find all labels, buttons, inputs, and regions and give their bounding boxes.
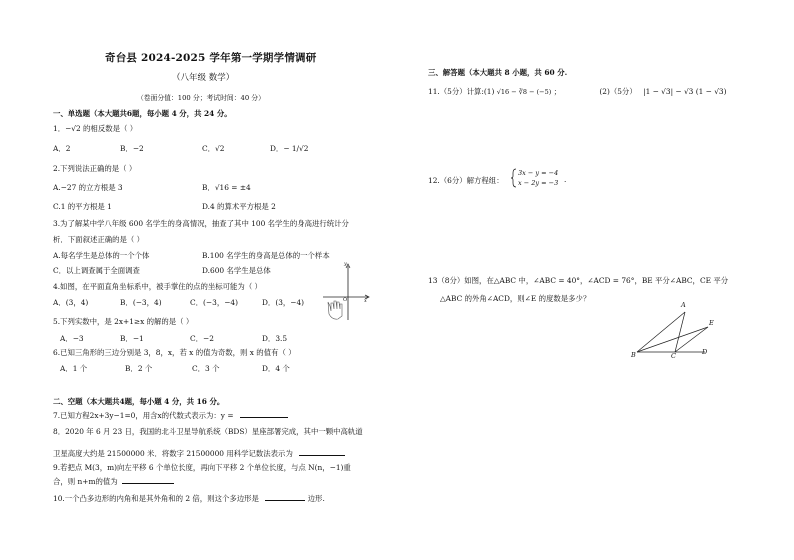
q1-option-c: C．√2 xyxy=(202,144,225,153)
figure-label-c: C xyxy=(671,352,676,360)
question-9-line2 xyxy=(53,477,174,485)
q1-option-a: A．2 xyxy=(53,144,71,153)
q4-option-d: D．(3，−4) xyxy=(262,298,305,307)
question-13-line2: △ABC 的外角∠ACD，则∠E 的度数是多少？ xyxy=(440,294,591,303)
q6-option-a: A．1 个 xyxy=(60,364,88,373)
q4-option-c: C．(−3，−4) xyxy=(190,298,238,307)
question-7-text: 7.已知方程2x+3y−1=0，用含x的代数式表示为：y = xyxy=(53,411,234,420)
question-9-line1: 9.若把点 M(3，m)向左平移 6 个单位长度，再向下平移 2 个单位长度，与点 N(n，−1)重 xyxy=(53,463,351,472)
question-7 xyxy=(53,411,288,419)
exam-info: （卷面分值：100 分；考试时间：40 分） xyxy=(137,94,265,102)
q4-option-b: B．(−3，4) xyxy=(120,298,162,307)
q5-option-d: D．3.5 xyxy=(262,334,288,343)
q4-option-a: A．(3，4) xyxy=(53,298,89,307)
question-6-stem: 6.已知三角形的三边分别是 3，8，x，若 x 的值为奇数，则 x 的值有（ ） xyxy=(53,348,296,357)
q1-option-d: D．− 1/√2 xyxy=(270,144,309,153)
figure-label-e: E xyxy=(709,319,714,327)
q2-option-c: C.1 的平方根是 1 xyxy=(53,202,112,211)
q11-expression-2: |1 − √3| − √3 (1 − √3) xyxy=(643,87,727,96)
q11-part2-label: (2)（5分） xyxy=(599,87,637,96)
question-8-line1: 8．2020 年 6 月 23 日，我国的北斗卫星导航系统（BDS）星座部署完成，其中一颗中高轨道 xyxy=(53,427,363,436)
question-3-stem-line1: 3.为了解某中学八年级 600 名学生的身高情况，抽查了其中 100 名学生的身高进行统计分 xyxy=(53,219,349,228)
q12-end-mark: . xyxy=(564,175,567,184)
figure-label-a: A xyxy=(681,301,686,309)
q12-equation-1: 3x − y = −4 xyxy=(518,169,559,177)
page-subtitle: （八年级 数学） xyxy=(172,73,235,83)
q10-answer-blank[interactable] xyxy=(265,494,305,501)
q5-option-c: C．−2 xyxy=(190,334,214,343)
question-8-line2 xyxy=(53,449,345,457)
q6-option-d: D．4 个 xyxy=(262,364,290,373)
q6-option-c: C．3 个 xyxy=(192,364,220,373)
coordinate-plane-figure xyxy=(320,262,370,322)
question-10-text: 10.一个凸多边形的内角和是其外角和的 2 倍，则这个多边形是 xyxy=(53,494,259,503)
q11-separator: ； xyxy=(553,87,562,96)
question-1-stem: 1．−√2 的相反数是（ ） xyxy=(53,124,138,133)
q5-option-a: A．−3 xyxy=(60,334,84,343)
figure-label-d: D xyxy=(702,348,708,356)
q9-answer-blank[interactable] xyxy=(122,477,174,484)
question-8-line2-text: 卫星高度大约是 21500000 米．将数字 21500000 用科学记数法表示为 xyxy=(53,449,293,458)
axis-label-origin: O xyxy=(343,297,348,303)
q11-label: 11.（5分）计算:(1) xyxy=(428,87,495,96)
question-5-stem: 5.下列实数中，是 2x+1≥x 的解的是（ ） xyxy=(53,317,194,326)
question-10 xyxy=(53,494,325,502)
q1-option-b: B．−2 xyxy=(120,144,144,153)
question-3-stem-line2: 析．下面叙述正确的是（ ） xyxy=(53,235,145,244)
question-12-label: 12.（6分）解方程组： xyxy=(428,176,504,185)
figure-label-b: B xyxy=(631,351,636,359)
q3-option-b: B.100 名学生的身高是总体的一个样本 xyxy=(202,251,330,260)
q8-answer-blank[interactable] xyxy=(299,449,345,456)
q5-option-b: B．−1 xyxy=(120,334,144,343)
q2-option-d: D.4 的算术平方根是 2 xyxy=(202,202,276,211)
q3-option-a: A.每名学生是总体的一个个体 xyxy=(53,251,150,260)
page-title: 奇台县 2024-2025 学年第一学期学情调研 xyxy=(105,52,317,64)
hand-icon xyxy=(328,301,342,319)
question-4-stem: 4.如图，在平面直角坐标系中，被手掌住的点的坐标可能为（ ） xyxy=(53,282,262,291)
question-10-suffix: 边形. xyxy=(307,494,325,503)
q2-option-b: B．√16 = ±4 xyxy=(202,183,251,192)
q7-answer-blank[interactable] xyxy=(240,411,288,418)
axis-label-x: x xyxy=(364,298,367,304)
system-brace-icon xyxy=(511,168,517,188)
q3-option-c: C．以上调查属于全面调查 xyxy=(53,266,140,275)
question-11 xyxy=(428,88,727,96)
section-heading-fill-blank: 二、空题（本大题共4题，每小题 4 分，共 16 分。 xyxy=(53,397,225,406)
question-9-line2-text: 合，则 n+m的值为 xyxy=(53,477,118,486)
q12-equation-2: x − 2y = −3 xyxy=(518,179,559,187)
axis-label-y: y xyxy=(344,261,347,267)
section-heading-solutions: 三、解答题（本大题共 8 小题，共 60 分. xyxy=(428,68,568,77)
question-2-stem: 2.下列说法正确的是（ ） xyxy=(53,164,137,173)
q2-option-a: A.−27 的立方根是 3 xyxy=(53,183,123,192)
section-heading-single-choice: 一、单选题（本大题共6题，每小题 4 分，共 24 分。 xyxy=(53,109,232,118)
q6-option-b: B．2 个 xyxy=(125,364,153,373)
question-13-line1: 13（8分）如图，在△ABC 中，∠ABC = 40°，∠ACD = 76°，BE 平分∠ABC，CE 平分 xyxy=(428,276,729,285)
q11-expression-1: √16 − ∛8 − (−5) xyxy=(496,88,552,96)
q3-option-d: D.600 名学生是总体 xyxy=(202,266,271,275)
